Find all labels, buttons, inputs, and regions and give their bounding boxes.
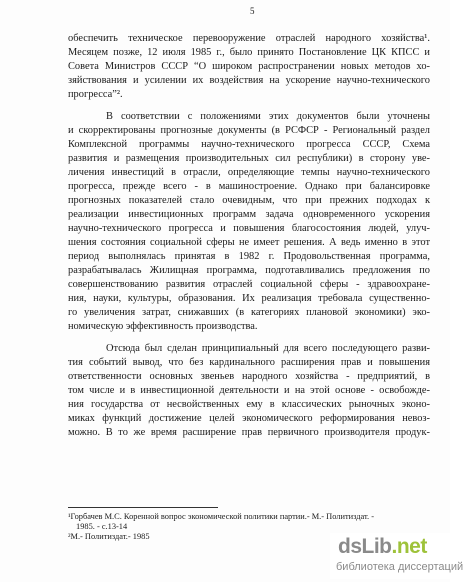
body-line: разрабатывалась Жилищная программа, подготавливались предложения по (68, 265, 430, 276)
body-line: ответственности основных звеньев народного хозяйства - предприятий, в (68, 371, 430, 382)
footnote-1-continuation: 1985. - с.13-14 (76, 522, 128, 531)
body-line: Отсюда был сделан принципиальный для всего последующего разви- (106, 343, 430, 354)
page-number: 5 (250, 6, 255, 16)
body-line: можно. В то же время расширение прав первичного производителя продук- (68, 427, 430, 438)
footnote-1: ¹Горбачев М.С. Коренной вопрос экономической политики партии.- М.- Политиздат. - (68, 512, 375, 521)
body-line: совершенствованию развития отраслей социальной сферы - здравоохране- (68, 279, 430, 290)
body-line: прогресса”². (68, 89, 123, 100)
body-line: В соответствии с положениями этих документов были уточнены (106, 111, 430, 122)
body-line: ния, науки, культуры, образования. Их реализация требовала существенно- (68, 293, 430, 304)
body-line: Комплексной программы научно-технического прогресса СССР, Схема (68, 139, 430, 150)
body-line: прогресса, прежде всего - в машиностроение. Однако при балансировке (68, 181, 430, 192)
footnote-divider (68, 507, 218, 508)
body-line: го увеличения затрат, снижавших (в категориях плановой экономики) эко- (68, 307, 430, 318)
body-line: и скорректированы прогнозные документы (в РСФСР - Региональный раздел (68, 125, 430, 136)
body-line: прогнозных показателей стало очевидным, что при прежних подходах к (68, 195, 430, 206)
body-line: том числе и в инвестиционной деятельности и на этой основе - освобожде- (68, 385, 430, 396)
body-line: Совета Министров СССР “О широком распространении новых методов хо- (68, 61, 430, 72)
body-line: реализации инвестиционных программ задача одновременного ускорения (68, 209, 430, 220)
body-line: номическую эффективность производства. (68, 321, 258, 332)
watermark-logo: dsLib.net (338, 535, 427, 558)
watermark-subtitle: библиотека диссертаций (336, 561, 463, 573)
site-watermark (330, 533, 463, 579)
body-line: личения инвестиций в отрасли, определяющие темпы научно-технического (68, 167, 430, 178)
body-line: шения состояния социальной сферы не имеет решения. А ведь именно в этот (68, 237, 430, 248)
footnote-2: ²М.- Политиздат.- 1985 (68, 532, 150, 541)
body-line: ния государства от несвойственных ему в классических рыночных эконо- (68, 399, 430, 410)
body-line: обеспечить техническое перевооружение отраслей народного хозяйства¹. (68, 33, 430, 44)
body-line: зяйствования и усилении их воздействия на ускорение научно-технического (68, 75, 430, 86)
body-line: тия событий вывод, что без кардинального расширения прав и повышения (68, 357, 430, 368)
body-line: период выполнялась принятая в 1982 г. Продовольственная программа, (68, 251, 430, 262)
body-line: Месяцем позже, 12 июля 1985 г., было принято Постановление ЦК КПСС и (68, 47, 430, 58)
body-line: развития и размещения производительных сил республики) в сторону уве- (68, 153, 430, 164)
body-line: миках функций достижение целей экономического реформирования невоз- (68, 413, 430, 424)
body-line: научно-технического прогресса и повышения благосостояния людей, улуч- (68, 223, 430, 234)
